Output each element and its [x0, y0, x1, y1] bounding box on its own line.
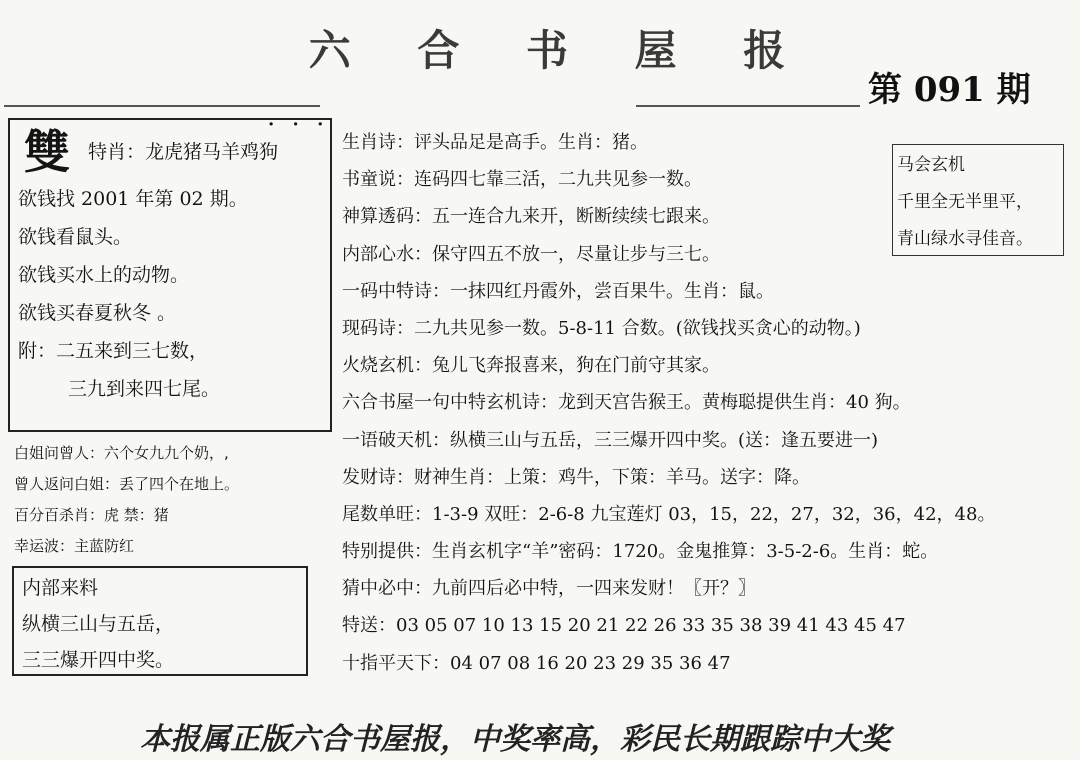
note-line: 幸运波：主蓝防红 [14, 537, 135, 555]
riddle-line: 六合书屋一句中特玄机诗：龙到天宫告猴王。黄梅聪提供生肖：40 狗。 [342, 392, 911, 414]
riddle-line: 火烧玄机：兔儿飞奔报喜来，狗在门前守其家。 [342, 355, 720, 377]
riddle-line: 生肖诗：评头品足是高手。生肖：猪。 [342, 132, 648, 153]
riddle-line: 特别提供：生肖玄机字“羊”密码：1720。金鬼推算：3-5-2-6。生肖：蛇。 [342, 541, 939, 563]
left-box-line: 附：二五来到三七数， [18, 340, 209, 362]
note-line: 曾人返问白姐：丢了四个在地上。 [14, 475, 240, 493]
riddle-line: 一码中特诗：一抹四红丹霞外，尝百果牛。生肖：鼠。 [342, 280, 774, 302]
inner-source-box [12, 566, 308, 676]
left-box-line: 欲钱买春夏秋冬 。 [18, 302, 177, 324]
special-zodiac-line: 特肖：龙虎猪马羊鸡狗 [88, 141, 279, 163]
right-box-line: 千里全无半里平， [897, 192, 1033, 212]
note-line: 白姐问曾人：六个女九九个奶，, [14, 444, 229, 462]
riddle-line: 一语破天机：纵横三山与五岳，三三爆开四中奖。(送：逢五要进一) [342, 429, 879, 451]
note-line: 百分百杀肖：虎 禁：猪 [14, 506, 169, 524]
left-box-line: 欲钱看鼠头。 [18, 226, 133, 248]
riddle-line: 发财诗：财神生肖：上策：鸡牛，下策：羊马。送字：降。 [342, 466, 810, 488]
left-box-head [10, 114, 330, 180]
number-list-line: 十指平天下：04 07 08 16 20 23 29 35 36 47 [342, 652, 731, 674]
inner-box-line: 三三爆开四中奖。 [22, 649, 175, 671]
main-riddle-list [342, 124, 1062, 682]
inner-box-title: 内部来料 [22, 577, 99, 599]
riddle-line: 尾数单旺：1-3-9 双旺：2-6-8 九宝莲灯 03，15，22，27，32，36，42，48。 [342, 503, 996, 525]
riddle-line: 书童说：连码四七靠三活，二九共见参一数。 [342, 169, 702, 191]
left-riddle-box [8, 114, 332, 432]
riddle-line: 神算透码：五一连合九来开，断断续续七跟来。 [342, 206, 720, 228]
left-box-last-line: 三九到来四七尾。 [68, 378, 221, 400]
inner-box-line: 纵横三山与五岳， [22, 613, 175, 635]
right-box-title: 马会玄机 [897, 155, 965, 175]
small-notes [14, 438, 334, 562]
footer-slogan: 本报属正版六合书屋报，中奖率高，彩民长期跟踪中大奖 [140, 722, 890, 757]
left-box-line: 欲钱买水上的动物。 [18, 264, 190, 286]
header-rule-right [636, 105, 860, 107]
number-list-line: 特送：03 05 07 10 13 15 20 21 22 26 33 35 38 39 41 43 45 47 [342, 615, 906, 637]
big-character: 雙 [24, 125, 70, 179]
left-box-line: 欲钱找 2001 年第 02 期。 [18, 188, 248, 210]
riddle-line: 现码诗：二九共见参一数。5-8-11 合数。(欲钱找买贪心的动物。) [342, 317, 861, 339]
riddle-line: 内部心水：保守四五不放一，尽量让步与三七。 [342, 243, 720, 265]
right-box-line: 青山绿水寻佳音。 [897, 229, 1033, 249]
newspaper-title: 六 合 书 屋 报 [308, 26, 812, 75]
dots-mark: · · · [268, 114, 330, 135]
riddle-line: 猜中必中：九前四后必中特，一四来发财！〖开？〗 [342, 578, 756, 600]
issue-number: 第 091 期 [868, 70, 1031, 110]
